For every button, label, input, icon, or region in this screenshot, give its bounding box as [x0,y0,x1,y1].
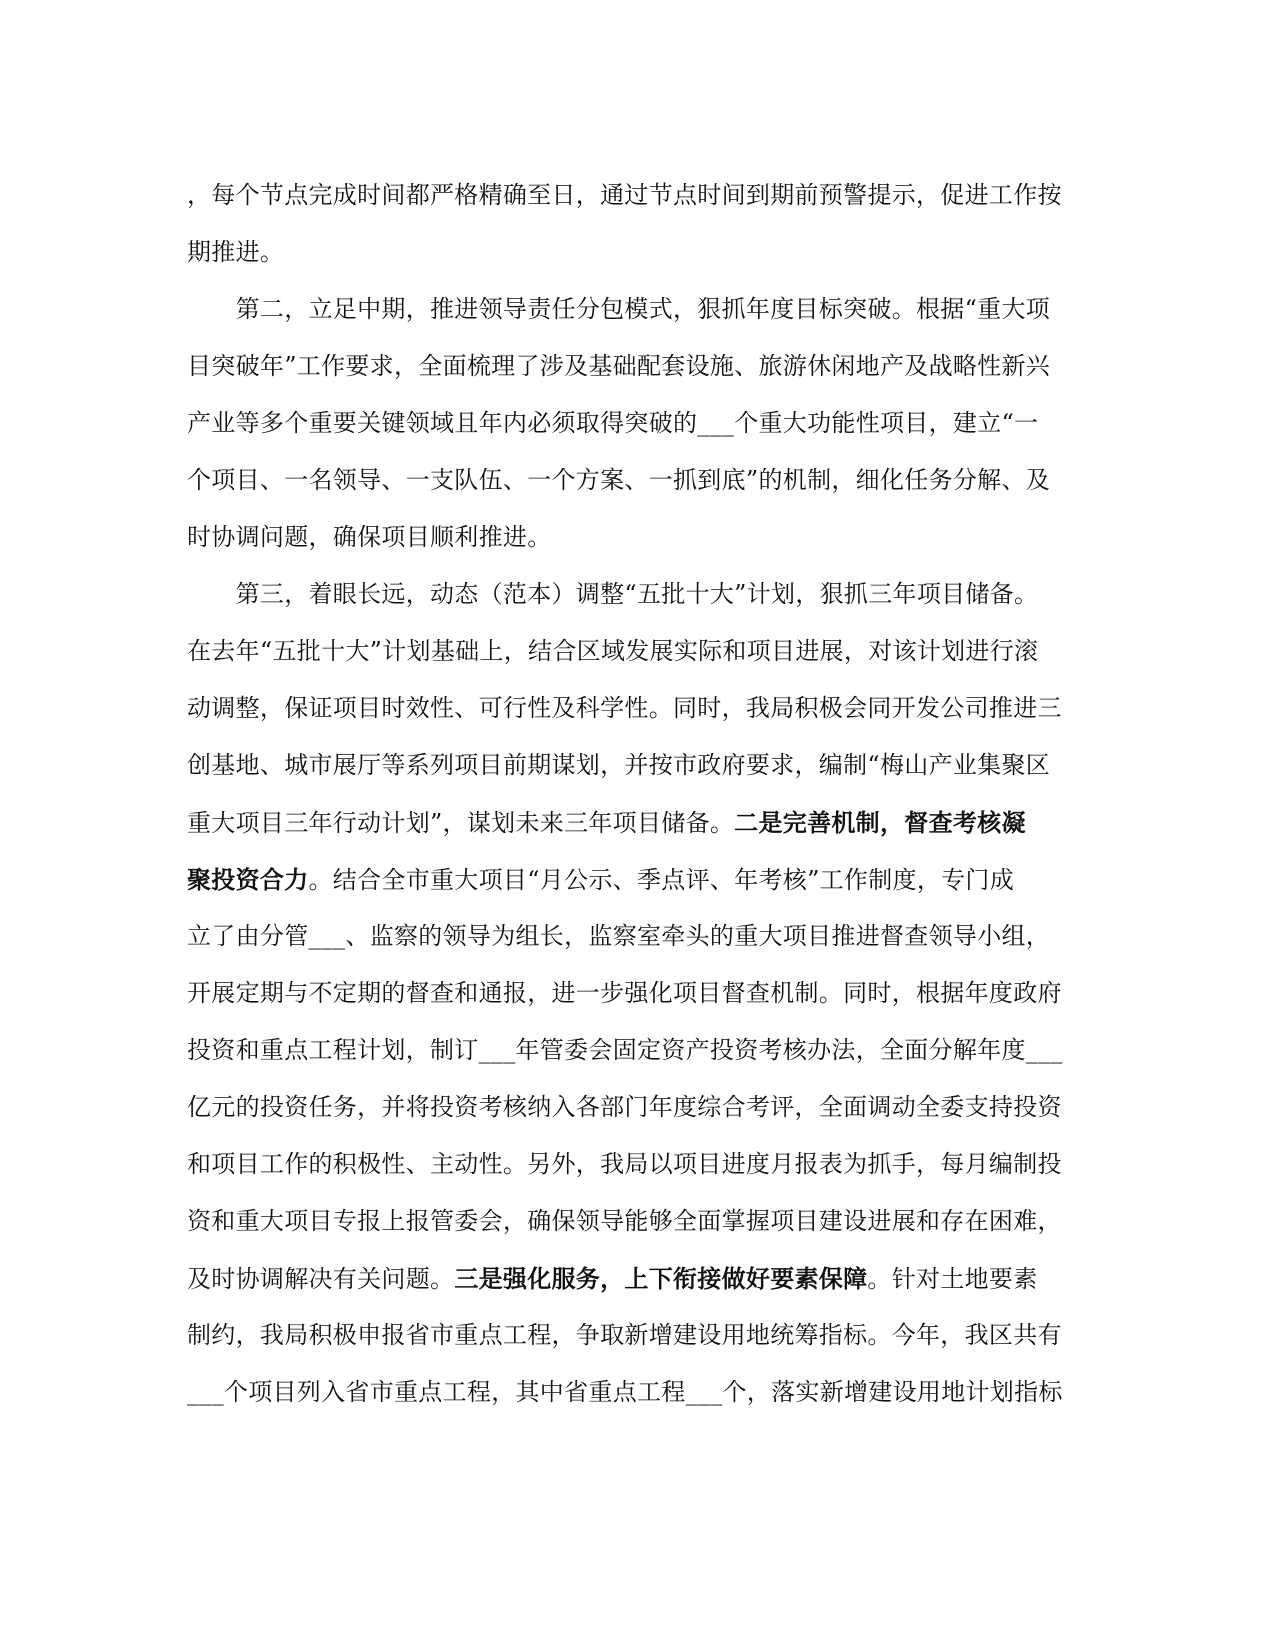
body-text: 及时协调解决有关问题。 [187,1265,455,1293]
text-line [187,1250,1077,1307]
body-text: 。结合全市重大项目“月公示、季点评、年考核”工作制度，专门成 [308,866,1015,894]
bold-heading-text: 三是强化服务，上下衔接做好要素保障 [454,1264,868,1293]
text-line [187,566,1077,623]
document-body [187,167,1077,1421]
body-text: ___个项目列入省市重点工程，其中省重点工程___个，落实新增建设用地计划指标 [187,1378,1063,1406]
body-text: 亿元的投资任务，并将投资考核纳入各部门年度综合考评，全面调动全委支持投资 [187,1093,1062,1121]
body-text: 创基地、城市展厅等系列项目前期谋划，并按市政府要求，编制“梅山产业集聚区 [187,751,1051,779]
text-line [187,737,1077,794]
text-line [187,1307,1077,1364]
body-text: 个项目、一名领导、一支队伍、一个方案、一抓到底”的机制，细化任务分解、及 [187,466,1051,494]
body-text: 时协调问题，确保项目顺利推进。 [187,523,552,551]
bold-heading-text: 聚投资合力 [187,865,309,894]
text-line [187,224,1077,281]
body-text: 投资和重点工程计划，制订___年管委会固定资产投资考核办法，全面分解年度___ [187,1036,1063,1064]
text-line [187,623,1077,680]
text-line [187,167,1077,224]
text-line [187,965,1077,1022]
body-text: 在去年“五批十大”计划基础上，结合区域发展实际和项目进展，对该计划进行滚 [187,637,1039,665]
body-text: 动调整，保证项目时效性、可行性及科学性。同时，我局积极会同开发公司推进三 [187,694,1062,722]
text-line [187,509,1077,566]
text-line [187,1022,1077,1079]
text-line [187,1136,1077,1193]
body-text: 资和重大项目专报上报管委会，确保领导能够全面掌握项目建设进展和存在困难， [187,1207,1062,1235]
text-line [187,1364,1077,1421]
text-line [187,908,1077,965]
text-line [187,1079,1077,1136]
body-text: 开展定期与不定期的督查和通报，进一步强化项目督查机制。同时，根据年度政府 [187,979,1062,1007]
body-text: 重大项目三年行动计划”，谋划未来三年项目储备。 [187,809,735,837]
body-text: 产业等多个重要关键领域且年内必须取得突破的___个重大功能性项目，建立“一 [187,409,1039,437]
text-line [187,395,1077,452]
text-line [187,794,1077,851]
body-text: 立了由分管___、监察的领导为组长，监察室牵头的重大项目推进督查领导小组， [187,922,1051,950]
text-line [187,281,1077,338]
body-text: 目突破年”工作要求，全面梳理了涉及基础配套设施、旅游休闲地产及战略性新兴 [187,352,1051,380]
body-text: 期推进。 [187,238,285,266]
body-text: 。针对土地要素 [867,1265,1038,1293]
body-text: 和项目工作的积极性、主动性。另外，我局以项目进度月报表为抓手，每月编制投 [187,1150,1062,1178]
text-line [187,1193,1077,1250]
body-text: 第三，着眼长远，动态（范本）调整“五批十大”计划，狠抓三年项目储备。 [187,580,1039,608]
text-line [187,851,1077,908]
text-line [187,680,1077,737]
text-line [187,452,1077,509]
text-line [187,338,1077,395]
bold-heading-text: 二是完善机制，督查考核凝 [734,808,1026,837]
body-text: 制约，我局积极申报省市重点工程，争取新增建设用地统筹指标。今年，我区共有 [187,1321,1062,1349]
body-text: ，每个节点完成时间都严格精确至日，通过节点时间到期前预警提示，促进工作按 [187,181,1062,209]
body-text: 第二，立足中期，推进领导责任分包模式，狠抓年度目标突破。根据“重大项 [187,295,1051,323]
